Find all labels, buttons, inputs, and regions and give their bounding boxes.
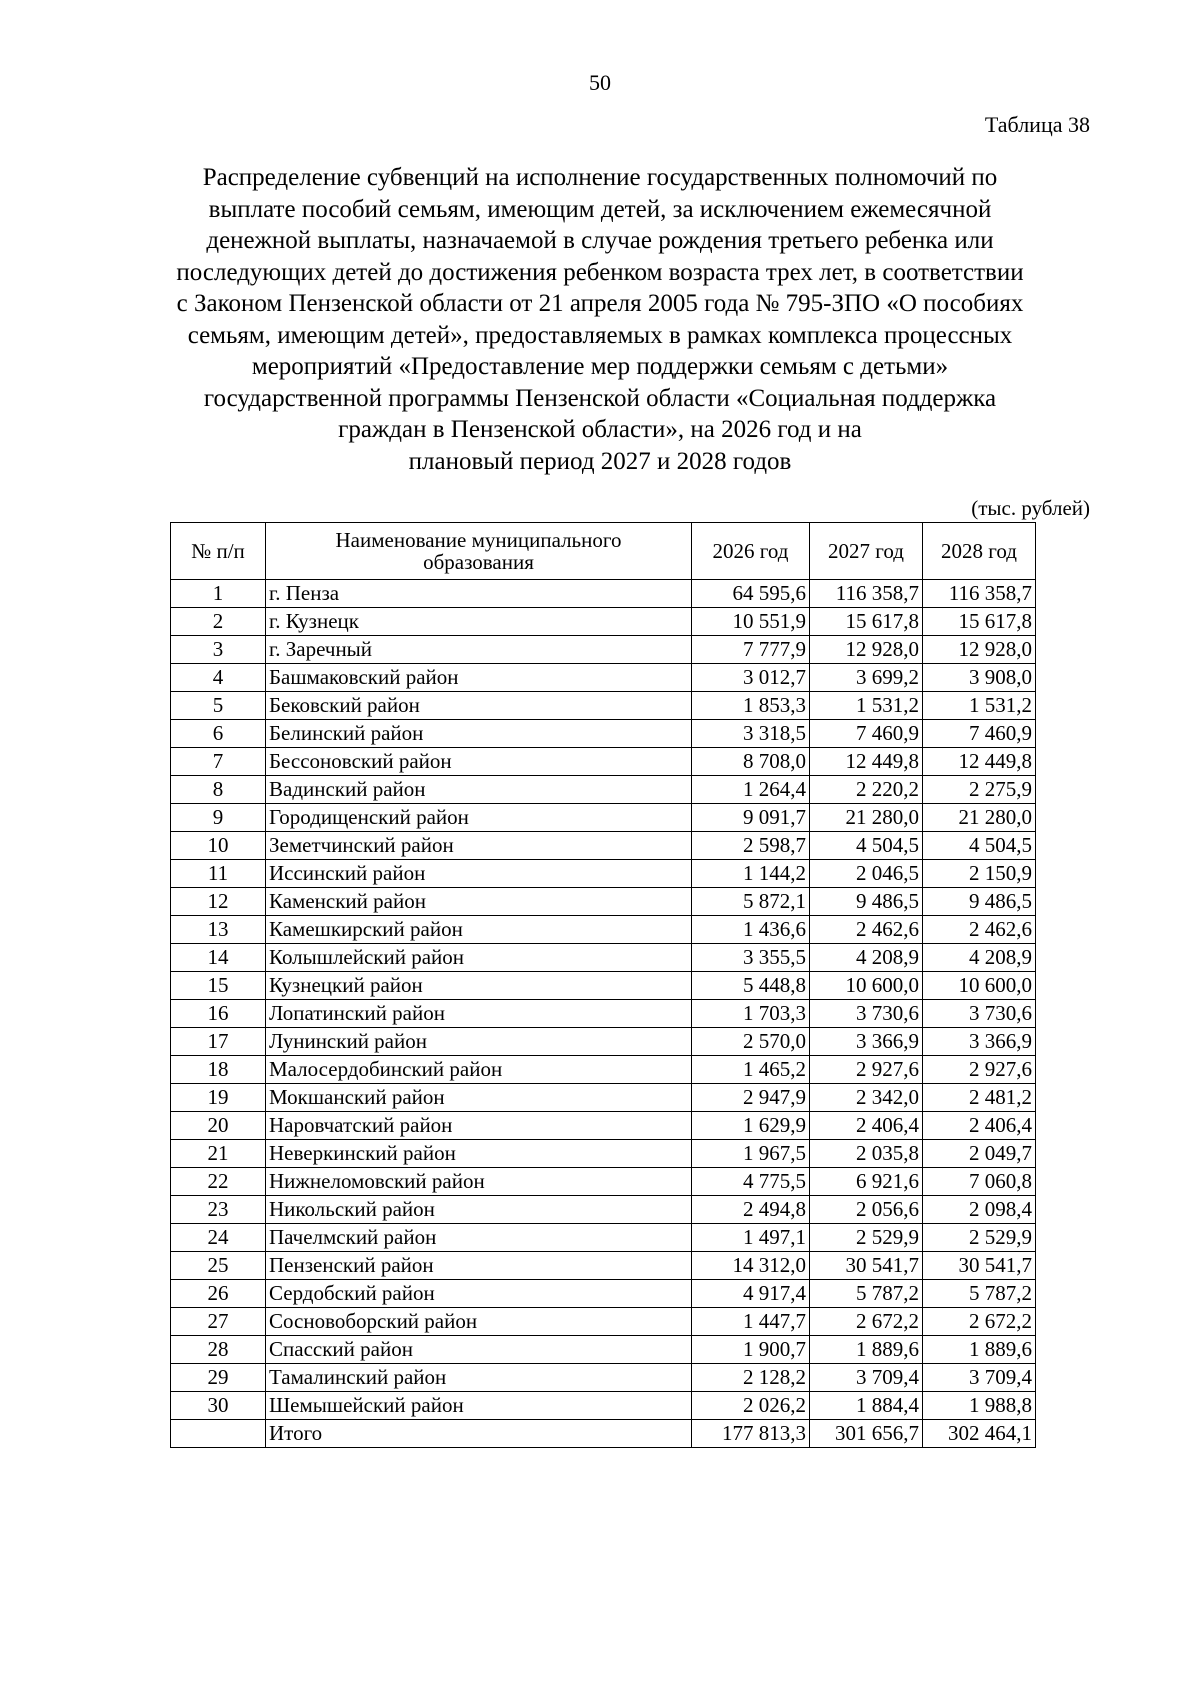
title-line: плановый период 2027 и 2028 годов xyxy=(408,447,792,475)
cell-y2027: 10 600,0 xyxy=(810,972,923,1000)
cell-y2027: 2 056,6 xyxy=(810,1196,923,1224)
cell-y2026: 5 448,8 xyxy=(692,972,810,1000)
title-line: граждан в Пензенской области», на 2026 год и на xyxy=(338,416,862,443)
cell-num: 24 xyxy=(171,1224,266,1252)
cell-num: 3 xyxy=(171,636,266,664)
cell-name: Иссинский район xyxy=(266,860,692,888)
cell-name: Камешкирский район xyxy=(266,916,692,944)
cell-y2028: 2 150,9 xyxy=(923,860,1036,888)
title-line: выплате пособий семьям, имеющим детей, за исключением ежемесячной xyxy=(208,195,992,223)
cell-y2027: 2 046,5 xyxy=(810,860,923,888)
cell-num: 9 xyxy=(171,804,266,832)
title-line: мероприятий «Предоставление мер поддержки семьям с детьми» xyxy=(251,353,949,380)
cell-y2026: 1 465,2 xyxy=(692,1056,810,1084)
table-row xyxy=(171,608,1036,636)
cell-y2028: 2 275,9 xyxy=(923,776,1036,804)
cell-y2026: 1 703,3 xyxy=(692,1000,810,1028)
cell-y2026: 5 872,1 xyxy=(692,888,810,916)
cell-num: 23 xyxy=(171,1196,266,1224)
cell-y2027: 6 921,6 xyxy=(810,1168,923,1196)
cell-y2028: 2 529,9 xyxy=(923,1224,1036,1252)
table-row xyxy=(171,1308,1036,1336)
cell-y2027: 30 541,7 xyxy=(810,1252,923,1280)
cell-y2028: 12 449,8 xyxy=(923,748,1036,776)
units-note: (тыс. рублей) xyxy=(971,496,1090,520)
table-row xyxy=(171,692,1036,720)
cell-y2026: 4 917,4 xyxy=(692,1280,810,1308)
cell-name: Тамалинский район xyxy=(266,1364,692,1392)
title-line: денежной выплаты, назначаемой в случае рождения третьего ребенка или xyxy=(206,227,994,254)
header-2026: 2026 год xyxy=(692,523,810,580)
cell-y2027: 9 486,5 xyxy=(810,888,923,916)
title-line: семьям, имеющим детей», предоставляемых в рамках комплекса процессных xyxy=(187,321,1013,349)
cell-name: Лунинский район xyxy=(266,1028,692,1056)
cell-num: 7 xyxy=(171,748,266,776)
cell-num: 14 xyxy=(171,944,266,972)
cell-num: 29 xyxy=(171,1364,266,1392)
cell-y2028: 2 049,7 xyxy=(923,1140,1036,1168)
cell-num: 16 xyxy=(171,1000,266,1028)
title-line: государственной программы Пензенской области «Социальная поддержка xyxy=(203,384,997,412)
table-row xyxy=(171,1084,1036,1112)
cell-num: 25 xyxy=(171,1252,266,1280)
cell-y2027: 3 730,6 xyxy=(810,1000,923,1028)
table-row xyxy=(171,1196,1036,1224)
cell-name: г. Заречный xyxy=(266,636,692,664)
cell-name: Сердобский район xyxy=(266,1280,692,1308)
cell-num: 15 xyxy=(171,972,266,1000)
cell-num: 30 xyxy=(171,1392,266,1420)
table-row xyxy=(171,1280,1036,1308)
table-label: Таблица 38 xyxy=(984,112,1090,137)
table-row xyxy=(171,1168,1036,1196)
cell-y2027: 2 462,6 xyxy=(810,916,923,944)
cell-y2026: 1 900,7 xyxy=(692,1336,810,1364)
cell-y2028: 1 531,2 xyxy=(923,692,1036,720)
subvention-table xyxy=(170,522,1036,1448)
cell-y2028: 3 908,0 xyxy=(923,664,1036,692)
table-row xyxy=(171,1056,1036,1084)
cell-y2027: 1 889,6 xyxy=(810,1336,923,1364)
header-2027: 2027 год xyxy=(810,523,923,580)
cell-name: Земетчинский район xyxy=(266,832,692,860)
cell-y2027: 3 366,9 xyxy=(810,1028,923,1056)
cell-y2026: 1 967,5 xyxy=(692,1140,810,1168)
table-row xyxy=(171,1112,1036,1140)
table-row xyxy=(171,776,1036,804)
cell-y2026: 2 947,9 xyxy=(692,1084,810,1112)
cell-y2026: 2 026,2 xyxy=(692,1392,810,1420)
table-row xyxy=(171,1140,1036,1168)
title-line: последующих детей до достижения ребенком возраста трех лет, в соответствии xyxy=(176,258,1024,286)
cell-name: Пензенский район xyxy=(266,1252,692,1280)
cell-num: 1 xyxy=(171,580,266,608)
cell-num: 8 xyxy=(171,776,266,804)
cell-name: Никольский район xyxy=(266,1196,692,1224)
cell-y2027: 7 460,9 xyxy=(810,720,923,748)
cell-y2027: 2 035,8 xyxy=(810,1140,923,1168)
table-row xyxy=(171,832,1036,860)
cell-num: 12 xyxy=(171,888,266,916)
header-name-line1: Наименование муниципального xyxy=(335,528,622,552)
cell-name: Неверкинский район xyxy=(266,1140,692,1168)
cell-num: 22 xyxy=(171,1168,266,1196)
cell-y2028: 4 208,9 xyxy=(923,944,1036,972)
cell-y2026: 1 144,2 xyxy=(692,860,810,888)
cell-y2027: 4 504,5 xyxy=(810,832,923,860)
cell-y2028: 3 709,4 xyxy=(923,1364,1036,1392)
table-row xyxy=(171,888,1036,916)
table-header-row xyxy=(171,523,1036,580)
cell-num: 4 xyxy=(171,664,266,692)
table-row xyxy=(171,720,1036,748)
cell-y2026: 14 312,0 xyxy=(692,1252,810,1280)
cell-y2027: 1 531,2 xyxy=(810,692,923,720)
cell-y2028: 116 358,7 xyxy=(923,580,1036,608)
cell-name: Малосердобинский район xyxy=(266,1056,692,1084)
cell-y2028: 3 366,9 xyxy=(923,1028,1036,1056)
cell-y2027: 12 449,8 xyxy=(810,748,923,776)
cell-y2026: 10 551,9 xyxy=(692,608,810,636)
cell-y2026: 2 598,7 xyxy=(692,832,810,860)
cell-y2026: 1 436,6 xyxy=(692,916,810,944)
cell-y2028: 4 504,5 xyxy=(923,832,1036,860)
cell-name: Нижнеломовский район xyxy=(266,1168,692,1196)
cell-y2028: 7 460,9 xyxy=(923,720,1036,748)
cell-y2028: 2 481,2 xyxy=(923,1084,1036,1112)
cell-y2027: 1 884,4 xyxy=(810,1392,923,1420)
cell-y2026: 7 777,9 xyxy=(692,636,810,664)
cell-y2027: 2 342,0 xyxy=(810,1084,923,1112)
cell-y2026: 1 497,1 xyxy=(692,1224,810,1252)
cell-name: Белинский район xyxy=(266,720,692,748)
cell-y2027: 12 928,0 xyxy=(810,636,923,664)
cell-y2028: 15 617,8 xyxy=(923,608,1036,636)
cell-y2028: 2 098,4 xyxy=(923,1196,1036,1224)
cell-y2028: 2 927,6 xyxy=(923,1056,1036,1084)
cell-y2028: 3 730,6 xyxy=(923,1000,1036,1028)
cell-y2028: 5 787,2 xyxy=(923,1280,1036,1308)
cell-y2026: 1 264,4 xyxy=(692,776,810,804)
cell-y2028: 1 889,6 xyxy=(923,1336,1036,1364)
cell-y2026: 8 708,0 xyxy=(692,748,810,776)
cell-num: 13 xyxy=(171,916,266,944)
cell-name: Шемышейский район xyxy=(266,1392,692,1420)
table-row xyxy=(171,860,1036,888)
cell-y2026: 1 629,9 xyxy=(692,1112,810,1140)
cell-num: 10 xyxy=(171,832,266,860)
cell-num: 6 xyxy=(171,720,266,748)
cell-num: 5 xyxy=(171,692,266,720)
cell-y2028: 10 600,0 xyxy=(923,972,1036,1000)
cell-y2026: 3 318,5 xyxy=(692,720,810,748)
cell-name: Пачелмский район xyxy=(266,1224,692,1252)
cell-y2026: 3 012,7 xyxy=(692,664,810,692)
cell-name: Лопатинский район xyxy=(266,1000,692,1028)
total-row xyxy=(171,1420,1036,1448)
cell-num xyxy=(171,1420,266,1448)
cell-y2027: 2 406,4 xyxy=(810,1112,923,1140)
table-row xyxy=(171,1224,1036,1252)
cell-y2027: 21 280,0 xyxy=(810,804,923,832)
cell-num: 27 xyxy=(171,1308,266,1336)
cell-name: Наровчатский район xyxy=(266,1112,692,1140)
cell-y2026: 2 494,8 xyxy=(692,1196,810,1224)
cell-name: Городищенский район xyxy=(266,804,692,832)
cell-y2028: 9 486,5 xyxy=(923,888,1036,916)
cell-name: Башмаковский район xyxy=(266,664,692,692)
cell-name: Сосновоборский район xyxy=(266,1308,692,1336)
cell-y2028: 7 060,8 xyxy=(923,1168,1036,1196)
cell-y2028: 2 406,4 xyxy=(923,1112,1036,1140)
page-number: 50 xyxy=(589,70,611,95)
table-row xyxy=(171,944,1036,972)
cell-y2028: 2 462,6 xyxy=(923,916,1036,944)
cell-name: г. Кузнецк xyxy=(266,608,692,636)
cell-y2028: 21 280,0 xyxy=(923,804,1036,832)
cell-num: 26 xyxy=(171,1280,266,1308)
table-row xyxy=(171,972,1036,1000)
table-row xyxy=(171,1364,1036,1392)
table-row xyxy=(171,1392,1036,1420)
cell-y2027: 5 787,2 xyxy=(810,1280,923,1308)
title-line: с Законом Пензенской области от 21 апреля 2005 года № 795-ЗПО «О пособиях xyxy=(176,290,1024,317)
header-name-line2: образования xyxy=(423,550,534,574)
cell-y2027: 301 656,7 xyxy=(810,1420,923,1448)
title-line: Распределение субвенций на исполнение государственных полномочий по xyxy=(202,164,998,191)
cell-num: 19 xyxy=(171,1084,266,1112)
cell-name: Бессоновский район xyxy=(266,748,692,776)
cell-y2027: 2 927,6 xyxy=(810,1056,923,1084)
table-row xyxy=(171,916,1036,944)
cell-y2027: 116 358,7 xyxy=(810,580,923,608)
table-row xyxy=(171,580,1036,608)
cell-num: 2 xyxy=(171,608,266,636)
cell-name: Итого xyxy=(266,1420,692,1448)
table-row xyxy=(171,804,1036,832)
cell-y2028: 2 672,2 xyxy=(923,1308,1036,1336)
cell-name: Колышлейский район xyxy=(266,944,692,972)
cell-name: Мокшанский район xyxy=(266,1084,692,1112)
cell-y2026: 1 447,7 xyxy=(692,1308,810,1336)
header-2028: 2028 год xyxy=(923,523,1036,580)
cell-y2026: 177 813,3 xyxy=(692,1420,810,1448)
cell-num: 21 xyxy=(171,1140,266,1168)
cell-name: Кузнецкий район xyxy=(266,972,692,1000)
cell-num: 18 xyxy=(171,1056,266,1084)
cell-y2028: 30 541,7 xyxy=(923,1252,1036,1280)
cell-y2028: 12 928,0 xyxy=(923,636,1036,664)
cell-name: Спасский район xyxy=(266,1336,692,1364)
cell-num: 17 xyxy=(171,1028,266,1056)
table-row xyxy=(171,748,1036,776)
header-num: № п/п xyxy=(171,523,266,580)
document-title xyxy=(100,162,1100,477)
cell-y2027: 4 208,9 xyxy=(810,944,923,972)
cell-y2027: 3 699,2 xyxy=(810,664,923,692)
cell-y2026: 2 128,2 xyxy=(692,1364,810,1392)
cell-name: Бековский район xyxy=(266,692,692,720)
cell-name: г. Пенза xyxy=(266,580,692,608)
cell-y2026: 9 091,7 xyxy=(692,804,810,832)
table-row xyxy=(171,1000,1036,1028)
cell-num: 28 xyxy=(171,1336,266,1364)
cell-y2027: 2 529,9 xyxy=(810,1224,923,1252)
cell-y2026: 4 775,5 xyxy=(692,1168,810,1196)
cell-name: Каменский район xyxy=(266,888,692,916)
cell-y2027: 2 672,2 xyxy=(810,1308,923,1336)
cell-y2026: 3 355,5 xyxy=(692,944,810,972)
table-body xyxy=(171,580,1036,1448)
cell-name: Вадинский район xyxy=(266,776,692,804)
cell-y2027: 2 220,2 xyxy=(810,776,923,804)
cell-y2026: 64 595,6 xyxy=(692,580,810,608)
cell-y2028: 1 988,8 xyxy=(923,1392,1036,1420)
table-row xyxy=(171,1028,1036,1056)
table-row xyxy=(171,664,1036,692)
cell-num: 20 xyxy=(171,1112,266,1140)
cell-y2026: 1 853,3 xyxy=(692,692,810,720)
table-row xyxy=(171,1336,1036,1364)
table-row xyxy=(171,1252,1036,1280)
table-row xyxy=(171,636,1036,664)
cell-y2028: 302 464,1 xyxy=(923,1420,1036,1448)
cell-y2027: 15 617,8 xyxy=(810,608,923,636)
cell-y2026: 2 570,0 xyxy=(692,1028,810,1056)
header-name xyxy=(266,523,692,580)
cell-y2027: 3 709,4 xyxy=(810,1364,923,1392)
cell-num: 11 xyxy=(171,860,266,888)
